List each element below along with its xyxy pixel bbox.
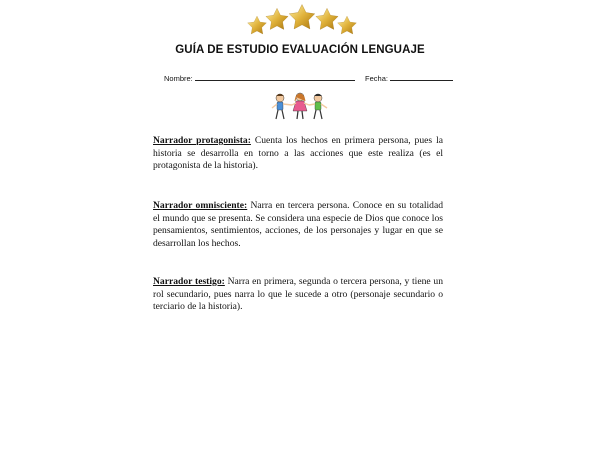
definition-text: Cuenta los hechos en primera persona, pues la historia se desarrolla en torno a las acciones que este realiza (es el protagonista de la historia). — [153, 135, 443, 171]
name-date-line — [164, 73, 453, 83]
star-icon — [248, 16, 267, 34]
star-icon — [266, 8, 288, 29]
definition-omnisciente — [153, 200, 443, 250]
definition-term: Narrador testigo: — [153, 276, 225, 287]
star-icon — [289, 5, 315, 29]
children-holding-hands-illustration — [270, 92, 330, 122]
definition-term: Narrador omnisciente: — [153, 200, 248, 211]
name-field[interactable] — [195, 73, 355, 81]
definition-term: Narrador protagonista: — [153, 135, 251, 146]
page-title: GUÍA DE ESTUDIO EVALUACIÓN LENGUAJE — [175, 44, 425, 56]
definition-text: Narra en primera, segunda o tercera persona, y tiene un rol secundario, pues narra lo que le sucede a otro (personaje secundario o terciario de la historia). — [153, 276, 443, 312]
star-icon — [316, 8, 338, 29]
definition-protagonista — [153, 135, 443, 173]
definition-testigo — [153, 276, 443, 314]
name-label: Nombre: — [164, 74, 193, 83]
definition-text: Narra en tercera persona. Conoce en su totalidad el mundo que se presenta. Se considera una especie de Dios que conoce los pensamientos, sentimientos, acciones, de los personajes y lugar en que se desarrollan los hechos. — [153, 200, 444, 249]
child-right-icon — [309, 94, 327, 119]
date-label: Fecha: — [365, 74, 388, 83]
child-middle-icon — [292, 93, 309, 119]
child-left-icon — [272, 94, 292, 119]
star-icon — [338, 16, 357, 34]
date-field[interactable] — [390, 73, 453, 81]
gold-stars-decoration — [245, 4, 360, 38]
